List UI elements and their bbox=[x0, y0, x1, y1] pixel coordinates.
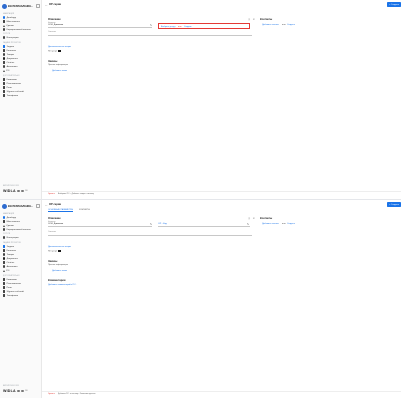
sidebar-item-documents[interactable]: Документы bbox=[3, 257, 40, 260]
sidebar-footer bbox=[3, 389, 40, 393]
sidebar-toggle-icon[interactable] bbox=[36, 4, 40, 8]
sidebar-toggle-icon[interactable] bbox=[36, 204, 40, 208]
user-name: ЕКАТЕРИНАЛЕНИН... bbox=[8, 204, 33, 208]
section-navigation: НАВИГАЦИЯ bbox=[3, 213, 15, 215]
sidebar-item-dashboard[interactable]: Дашборд bbox=[3, 216, 40, 219]
clients-icon bbox=[3, 220, 5, 222]
delete-link[interactable]: Удалить bbox=[48, 193, 55, 196]
sidebar-item-documents[interactable]: Документы bbox=[3, 57, 40, 60]
back-icon[interactable]: ← bbox=[45, 3, 48, 7]
companies-icon bbox=[3, 278, 5, 280]
reports-icon bbox=[3, 261, 5, 263]
sidebar-item-deals[interactable]: Сделки bbox=[3, 24, 40, 27]
back-icon[interactable]: ← bbox=[45, 203, 48, 207]
orders-text: Прочая информация bbox=[48, 64, 69, 66]
create-button[interactable]: + Создать bbox=[388, 203, 400, 206]
integrations-icon bbox=[3, 36, 5, 38]
add-note-link[interactable]: Добавить комментарий к Р.С. bbox=[48, 284, 77, 286]
sidebar bbox=[0, 0, 42, 199]
avatar bbox=[2, 4, 7, 9]
help-icon[interactable] bbox=[21, 390, 23, 392]
brand-logo: WIDLA bbox=[3, 189, 16, 193]
version-label: ВЕРСИЯ 2024.1 2025 bbox=[3, 186, 19, 187]
sidebar-item-analytics[interactable]: Аналитика bbox=[3, 65, 40, 68]
contacts-or: или bbox=[282, 24, 286, 26]
page-title: ОР серви bbox=[49, 203, 62, 207]
bottom-status-bar bbox=[42, 191, 401, 196]
card-actions-icons[interactable]: ◷ ⊘ bbox=[248, 18, 256, 21]
sidebar-item-tasks[interactable]: Задачи bbox=[3, 45, 40, 48]
sidebar-item-products[interactable]: Товары bbox=[3, 253, 40, 256]
companies-icon bbox=[3, 78, 5, 80]
edit-pencil-icon[interactable]: ✎ bbox=[150, 223, 153, 226]
section-services: УСЛУГИ bbox=[3, 33, 11, 35]
sidebar-item-clients[interactable]: Мои клиенты bbox=[3, 20, 40, 23]
sidebar-item-integrations[interactable]: Интеграции bbox=[3, 36, 40, 39]
documents-icon bbox=[3, 57, 5, 59]
create-contact-link[interactable]: Создать bbox=[287, 223, 295, 225]
section-navigation: НАВИГАЦИЯ bbox=[3, 13, 15, 15]
sidebar-item-roles[interactable]: Роли bbox=[3, 286, 40, 289]
phone-icon bbox=[3, 294, 5, 296]
tab-bar bbox=[48, 209, 90, 212]
analytics-icon bbox=[3, 65, 5, 67]
deals-icon bbox=[3, 225, 5, 227]
sidebar-item-reports[interactable]: Отчёты bbox=[3, 261, 40, 264]
dashboard-icon bbox=[3, 216, 5, 218]
card-actions-icons[interactable]: ◷ ⊘ bbox=[248, 217, 256, 220]
dashboard-icon bbox=[3, 16, 5, 18]
catalog-icon bbox=[3, 28, 5, 30]
top-bar bbox=[42, 200, 401, 212]
section-extra: ДОПОЛНИТЕЛЬНО bbox=[3, 275, 20, 277]
description-field[interactable]: Описание bbox=[48, 231, 252, 236]
flag-icon bbox=[58, 250, 60, 252]
settings-icon[interactable] bbox=[17, 190, 19, 192]
status-hint: Выберите Р.С. • Добавьте новую в систему bbox=[58, 193, 94, 196]
name-field[interactable]: Название ООО Домашка bbox=[48, 221, 152, 227]
sidebar-item-deals[interactable]: Сделки bbox=[3, 224, 40, 227]
sidebar-item-users[interactable]: Пользователи bbox=[3, 82, 40, 85]
section-extra: ДОПОЛНИТЕЛЬНО bbox=[3, 75, 20, 77]
flag-icon bbox=[58, 50, 60, 52]
service-field[interactable]: ОР - Код bbox=[158, 221, 250, 227]
settings-icon[interactable] bbox=[17, 390, 19, 392]
sidebar-item-products[interactable]: Товары bbox=[3, 53, 40, 56]
tab-contacts[interactable]: КОНТАКТЫ bbox=[79, 208, 90, 211]
sidebar-item-catalog[interactable]: Корпоративный каталог bbox=[3, 228, 40, 231]
sidebar-item-roles[interactable]: Роли bbox=[3, 86, 40, 89]
version-label: ВЕРСИЯ 2024.1 2025 bbox=[3, 386, 19, 387]
section-description-title: Описание bbox=[48, 217, 61, 220]
products-icon bbox=[3, 253, 5, 255]
create-service-link[interactable]: Создать bbox=[184, 25, 192, 28]
analytics-icon bbox=[3, 265, 5, 267]
tab-main-params[interactable]: ОСНОВНЫЕ ПАРАМЕТРЫ bbox=[48, 208, 74, 211]
roles-icon bbox=[3, 286, 5, 288]
section-tasks: ЗАДАЧИ ПРОЕКТОВ bbox=[3, 42, 21, 44]
catalog-icon bbox=[3, 228, 5, 230]
delete-link[interactable]: Удалить bbox=[48, 393, 55, 396]
sidebar-header[interactable] bbox=[2, 3, 40, 9]
extra-options-value: Нет услуг bbox=[48, 250, 61, 252]
sidebar-item-contacts[interactable]: Контакты bbox=[3, 249, 40, 252]
section-description-title: Описание bbox=[48, 18, 61, 21]
sidebar bbox=[0, 200, 42, 398]
sidebar-item-analytics[interactable]: Аналитика bbox=[3, 265, 40, 268]
sidebar-item-catalog[interactable]: Корпоративный каталог bbox=[3, 28, 40, 31]
top-bar bbox=[42, 0, 401, 12]
language-switch[interactable]: RU bbox=[25, 190, 28, 192]
phone-icon bbox=[3, 94, 5, 96]
add-order-link[interactable]: Добавить заказ bbox=[52, 70, 67, 72]
tasks-icon bbox=[3, 245, 5, 247]
bottom-status-bar bbox=[42, 391, 401, 396]
help-icon[interactable] bbox=[21, 190, 23, 192]
clients-icon bbox=[3, 20, 5, 22]
add-contact-link[interactable]: Добавить контакт bbox=[262, 223, 279, 225]
section-services: УСЛУГИ bbox=[3, 233, 11, 235]
orders-title: Заказы bbox=[48, 260, 58, 263]
sidebar-item-telephony[interactable]: Телефония bbox=[3, 94, 40, 97]
section-tasks: ЗАДАЧИ ПРОЕКТОВ bbox=[3, 242, 21, 244]
sidebar-item-integrations[interactable]: Интеграции bbox=[3, 236, 40, 239]
contacts-icon bbox=[3, 49, 5, 51]
create-button[interactable]: + Создать bbox=[388, 3, 400, 6]
sidebar-item-rs[interactable]: Р.С. bbox=[3, 69, 40, 72]
user-name: ЕКАТЕРИНАЛЕНИН... bbox=[8, 4, 33, 8]
description-field[interactable]: Описание bbox=[48, 31, 252, 36]
sidebar-item-reports[interactable]: Отчёты bbox=[3, 61, 40, 64]
sidebar-item-tasks[interactable]: Задачи bbox=[3, 245, 40, 248]
sidebar-header[interactable] bbox=[2, 203, 40, 209]
documents-icon bbox=[3, 257, 5, 259]
roles-icon bbox=[3, 86, 5, 88]
sidebar-footer bbox=[3, 189, 40, 193]
or-separator: или bbox=[178, 25, 182, 28]
add-order-link[interactable]: Добавить заказ bbox=[52, 270, 67, 272]
sidebar-item-events[interactable]: Журнал событий bbox=[3, 290, 40, 293]
orders-text: Прочая информация bbox=[48, 264, 69, 266]
extra-options-link[interactable]: Дополнительные опции bbox=[48, 46, 71, 48]
brand-logo: WIDLA bbox=[3, 389, 16, 393]
sidebar-item-telephony[interactable]: Телефония bbox=[3, 294, 40, 297]
contacts-title: Контакты bbox=[260, 217, 273, 220]
integrations-icon bbox=[3, 236, 5, 238]
events-icon bbox=[3, 90, 5, 92]
reports-icon bbox=[3, 61, 5, 63]
page-title: ОР серви bbox=[49, 3, 62, 7]
extra-options-value: Нет услуг bbox=[48, 50, 61, 52]
sidebar-item-clients[interactable]: Мои клиенты bbox=[3, 220, 40, 223]
edit-service-pencil-icon[interactable]: ✎ bbox=[247, 223, 250, 226]
users-icon bbox=[3, 82, 5, 84]
events-icon bbox=[3, 290, 5, 292]
sidebar-item-users[interactable]: Пользователи bbox=[3, 282, 40, 285]
users-icon bbox=[3, 282, 5, 284]
notes-title: Комментарии bbox=[48, 279, 66, 282]
contacts-title: Контакты bbox=[260, 18, 273, 21]
add-contact-link[interactable]: Добавить контакт bbox=[262, 24, 279, 26]
tasks-icon bbox=[3, 45, 5, 47]
edit-pencil-icon[interactable]: ✎ bbox=[150, 24, 153, 27]
contacts-icon bbox=[3, 249, 5, 251]
contacts-or: или bbox=[282, 223, 286, 225]
service-select-highlight[interactable] bbox=[158, 23, 250, 29]
orders-title: Заказы bbox=[48, 60, 58, 63]
name-field[interactable]: Название ООО Домашка bbox=[48, 22, 152, 28]
screenshot-bottom bbox=[0, 199, 401, 398]
avatar bbox=[2, 204, 7, 209]
select-service-link[interactable]: Выбрать услугу bbox=[161, 25, 176, 28]
products-icon bbox=[3, 53, 5, 55]
rs-icon bbox=[3, 270, 5, 272]
create-contact-link[interactable]: Создать bbox=[287, 24, 295, 26]
sidebar-item-companies[interactable]: Компании bbox=[3, 78, 40, 81]
extra-options-link[interactable]: Дополнительные опции bbox=[48, 246, 71, 248]
sidebar-item-rs[interactable]: Р.С. bbox=[3, 269, 40, 272]
sidebar-item-contacts[interactable]: Контакты bbox=[3, 49, 40, 52]
sidebar-item-companies[interactable]: Компании bbox=[3, 278, 40, 281]
sidebar-item-dashboard[interactable]: Дашборд bbox=[3, 16, 40, 19]
language-switch[interactable]: RU bbox=[25, 390, 28, 392]
sidebar-item-events[interactable]: Журнал событий bbox=[3, 90, 40, 93]
status-hint: Добавьте Р.С. в систему • Заполните данные bbox=[58, 393, 96, 396]
rs-icon bbox=[3, 70, 5, 72]
deals-icon bbox=[3, 25, 5, 27]
